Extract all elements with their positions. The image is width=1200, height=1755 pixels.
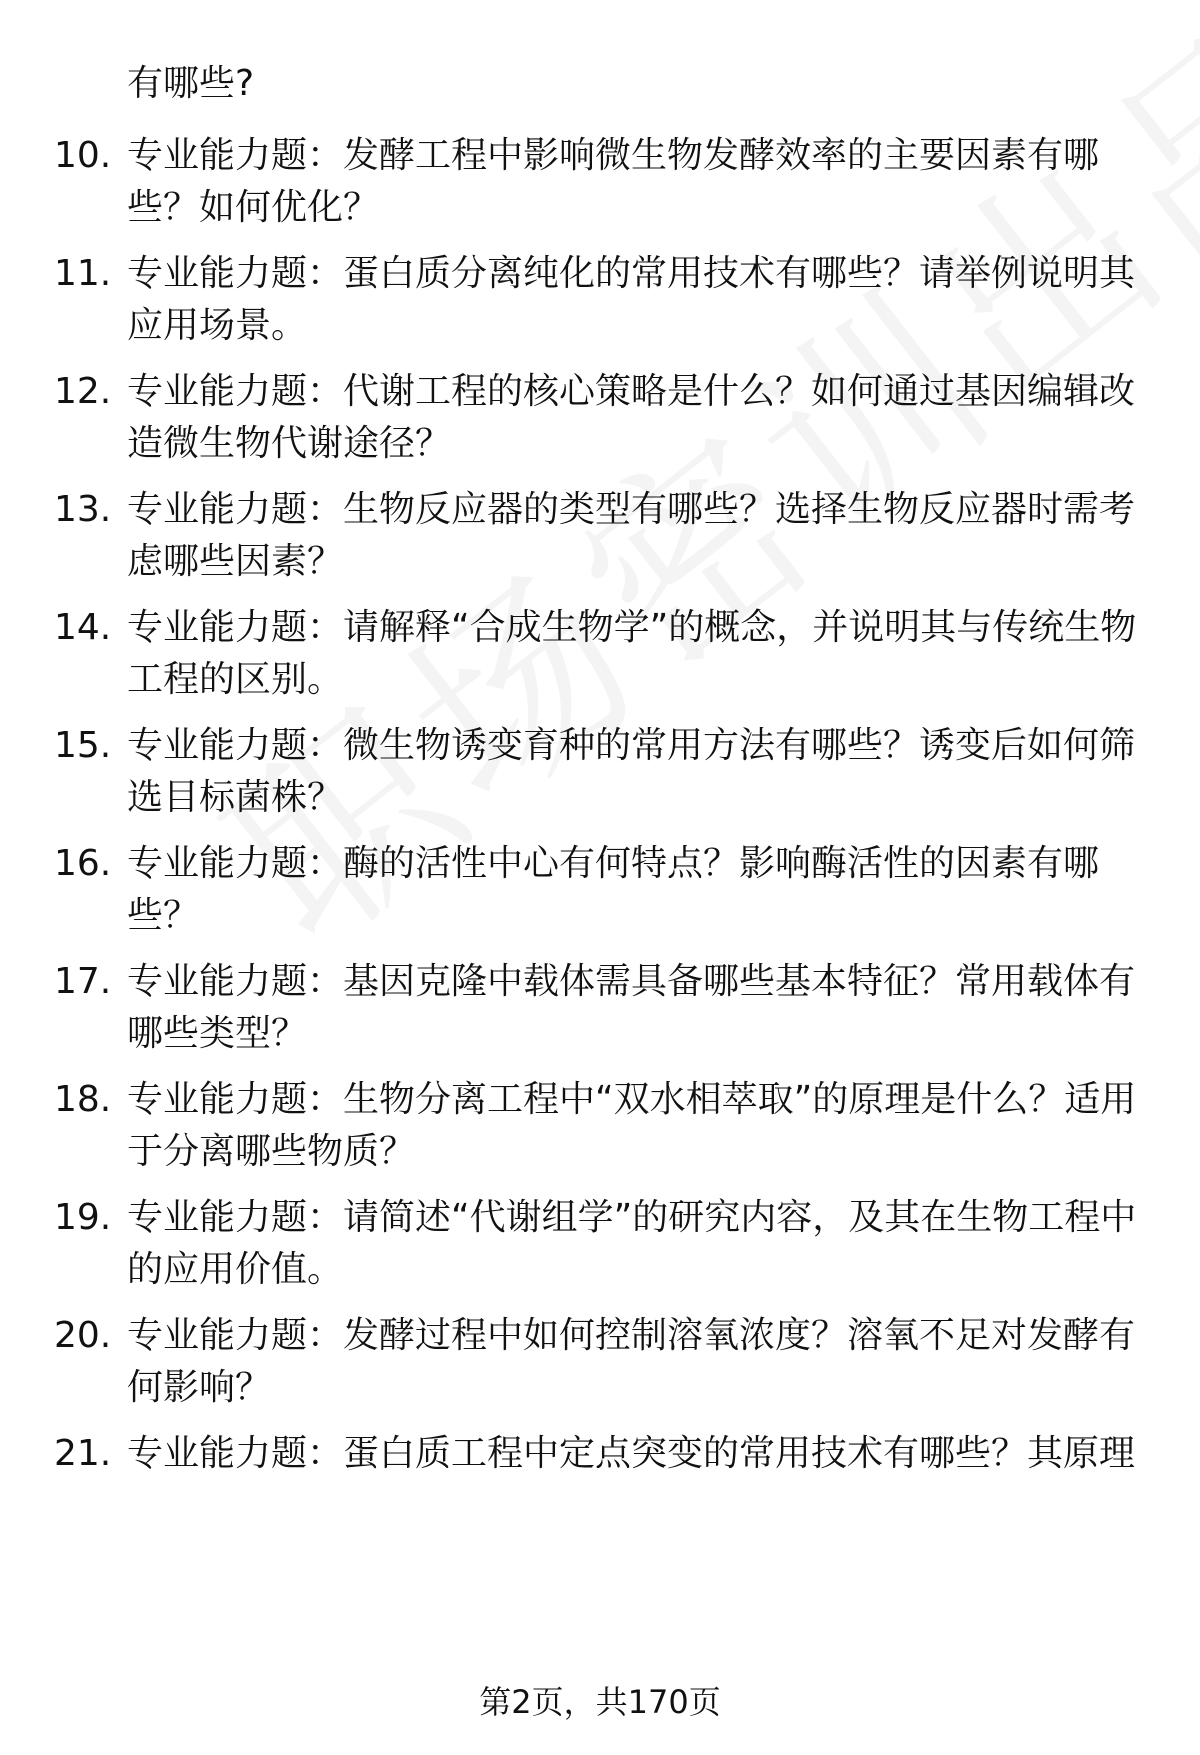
item-text: 专业能力题：微生物诱变育种的常用方法有哪些？诱变后如何筛选目标菌株？ (127, 725, 1136, 818)
list-item (0, 720, 1200, 824)
item-text: 专业能力题：发酵过程中如何控制溶氧浓度？溶氧不足对发酵有何影响？ (127, 1315, 1136, 1408)
list-item (0, 1310, 1200, 1414)
item-number: 11. (54, 253, 112, 294)
list-item (0, 1428, 1200, 1480)
item-number: 14. (54, 607, 112, 648)
continued-text: 有哪些? (127, 63, 255, 104)
item-text: 专业能力题：生物分离工程中“双水相萃取”的原理是什么？适用于分离哪些物质？ (127, 1079, 1137, 1172)
list-item (0, 484, 1200, 588)
list-item (0, 1074, 1200, 1178)
list-item (0, 1192, 1200, 1296)
item-text: 专业能力题：蛋白质工程中定点突变的常用技术有哪些？其原理 (127, 1433, 1136, 1474)
item-text: 专业能力题：请简述“代谢组学”的研究内容，及其在生物工程中的应用价值。 (127, 1197, 1137, 1290)
item-text: 专业能力题：代谢工程的核心策略是什么？如何通过基因编辑改造微生物代谢途径？ (127, 371, 1136, 464)
item-number: 13. (54, 489, 112, 530)
list-item (0, 248, 1200, 352)
item-number: 10. (54, 135, 112, 176)
item-text: 专业能力题：蛋白质分离纯化的常用技术有哪些？请举例说明其应用场景。 (127, 253, 1136, 346)
item-number: 17. (54, 961, 112, 1002)
item-number: 21. (54, 1433, 112, 1474)
item-text: 专业能力题：生物反应器的类型有哪些？选择生物反应器时需考虑哪些因素？ (127, 489, 1136, 582)
item-text: 专业能力题：发酵工程中影响微生物发酵效率的主要因素有哪些？如何优化？ (127, 135, 1100, 228)
item-text: 专业能力题：请解释“合成生物学”的概念，并说明其与传统生物工程的区别。 (127, 607, 1137, 700)
page-number-footer: 第2页，共170页 (479, 1683, 721, 1721)
item-number: 19. (54, 1197, 112, 1238)
list-item (0, 838, 1200, 942)
item-number: 20. (54, 1315, 112, 1356)
item-text: 专业能力题：基因克隆中载体需具备哪些基本特征？常用载体有哪些类型？ (127, 961, 1136, 1054)
item-text: 专业能力题：酶的活性中心有何特点？影响酶活性的因素有哪些？ (127, 843, 1100, 936)
list-item (0, 602, 1200, 706)
item-number: 12. (54, 371, 112, 412)
item-number: 18. (54, 1079, 112, 1120)
item-number: 15. (54, 725, 112, 766)
list-item (0, 366, 1200, 470)
item-number: 16. (54, 843, 112, 884)
list-item (0, 956, 1200, 1060)
list-item (0, 130, 1200, 234)
